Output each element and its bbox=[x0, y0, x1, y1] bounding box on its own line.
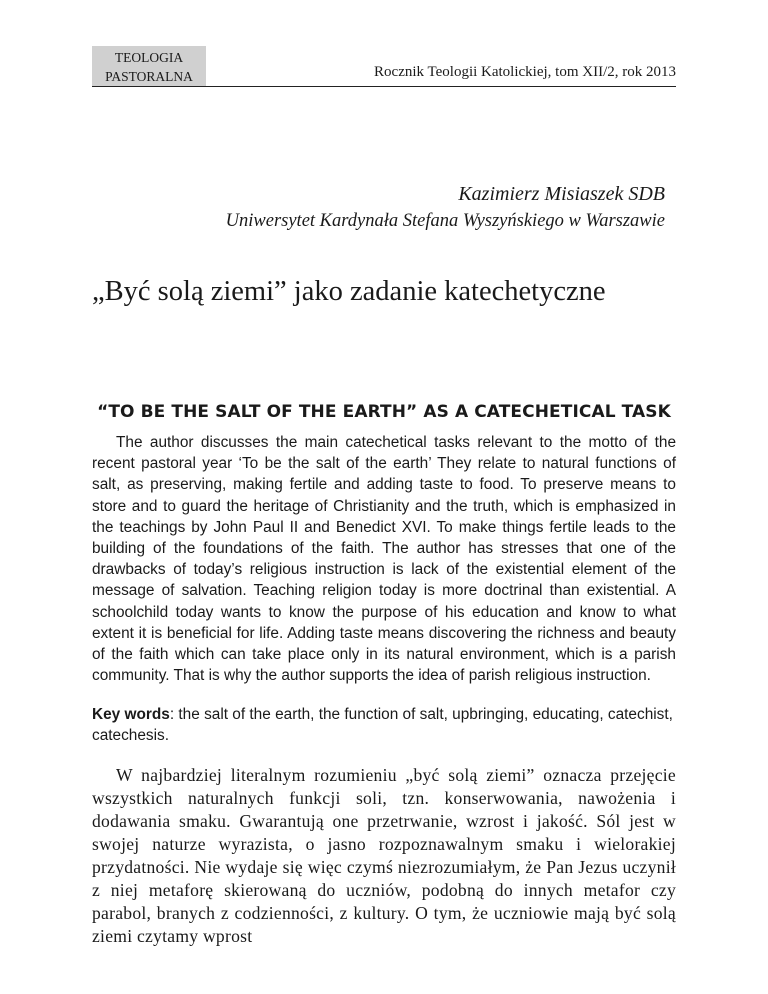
keywords-text: : the salt of the earth, the function of salt, upbringing, educating, catechist, catechesis. bbox=[92, 706, 673, 745]
body-paragraph: W najbardziej literalnym rozumieniu „być solą ziemi” oznacza przejęcie wszystkich naturalnych funkcji soli, tzn. konserwowania, nawożenia i dodawania smaku. Gwarantują one przetrwanie, wzrost i jakość. Sól jest w swojej naturze wyrazista, o jasno rozpoznawalnym smaku i wielorakiej przydatności. Nie wydaje się więc czymś niezrozumiałym, że Pan Jezus uczynił z niej metaforę skierowaną do uczniów, podobną do innych metafor czy parabol, branych z codzienności, z kultury. O tym, że uczniowie mają być solą ziemi czytamy wprost bbox=[92, 765, 676, 946]
section-label-line2: PASTORALNA bbox=[105, 69, 193, 84]
author-name: Kazimierz Misiaszek SDB bbox=[458, 183, 665, 205]
article-title: „Być solą ziemi” jako zadanie katechetyczne bbox=[92, 276, 606, 307]
keywords bbox=[92, 704, 676, 746]
journal-citation: Rocznik Teologii Katolickiej, tom XII/2, rok 2013 bbox=[374, 64, 676, 80]
section-badge bbox=[92, 46, 206, 86]
header-rule bbox=[92, 86, 676, 87]
section-label-line1: TEOLOGIA bbox=[114, 50, 184, 65]
abstract-text: The author discusses the main catechetical tasks relevant to the motto of the recent pastoral year ‘To be the salt of the earth’ They relate to natural functions of salt, as preserving, making fertile and adding taste to food. To preserve means to store and to guard the heritage of Christianity and the truth, which is emphasized in the teachings by John Paul II and Benedict XVI. To make things fertile leads to the building of the foundations of the faith. The author has stresses that one of the drawbacks of today’s religious instruction is lack of the existential element of the message of salvation. Teaching religion today is more doctrinal than existential. A schoolchild today wants to know the purpose of his education and know to what extent it is beneficial for life. Adding taste means discovering the richness and beauty of the faith which can take place only in its natural environment, which is a parish community. That is why the author supports the idea of parish religious instruction. bbox=[92, 434, 676, 685]
abstract-heading: “TO BE THE SALT OF THE EARTH” AS A CATECHETICAL TASK bbox=[97, 402, 671, 422]
keywords-label: Key words bbox=[92, 706, 170, 723]
author-affiliation: Uniwersytet Kardynała Stefana Wyszyńskiego w Warszawie bbox=[225, 211, 665, 231]
